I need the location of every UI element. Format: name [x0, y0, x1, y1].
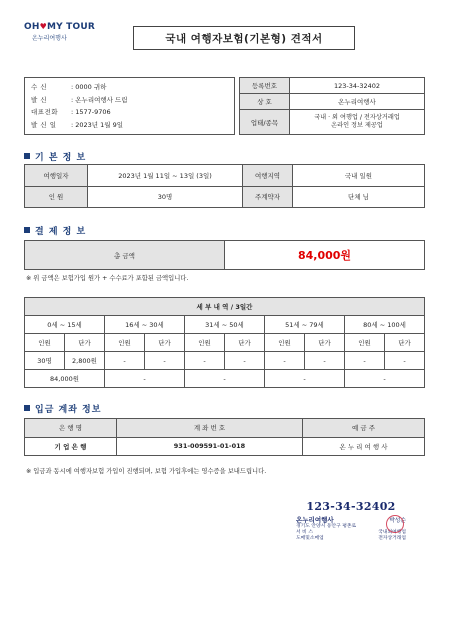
- company-name-value: 온누리여행사: [290, 94, 425, 110]
- people-col-header: 인원: [345, 334, 385, 352]
- price-cell: 2,800원: [65, 352, 105, 370]
- account-holder-value: 온 누 리 여 행 사: [303, 437, 425, 456]
- company-name-label: 상 호: [240, 94, 290, 110]
- business-type-value: 국내 · 외 여행업 / 전자상거래업 온라인 정보 제공업: [290, 110, 425, 135]
- price-col-header: 단가: [385, 334, 425, 352]
- bank-name-header: 은 행 명: [25, 419, 117, 438]
- price-cell: -: [385, 352, 425, 370]
- subtotal-cell: 84,000원: [25, 370, 105, 388]
- account-number-header: 계 좌 번 호: [117, 419, 303, 438]
- bank-note: ※ 입금과 동시에 여행자보험 가입이 진행되며, 보험 가입후에는 영수증을 보내드립니다.: [26, 468, 267, 475]
- people-cell: -: [265, 352, 305, 370]
- people-col-header: 인원: [25, 334, 65, 352]
- age-group-header: 31세 ~ 50세: [185, 316, 265, 334]
- travel-region-value: 국내 일원: [293, 165, 425, 187]
- basic-info-heading: 기 본 정 보: [24, 149, 224, 163]
- subtotal-cell: -: [105, 370, 185, 388]
- people-col-header: 인원: [105, 334, 145, 352]
- stamp-reg-number: 123-34-32402: [306, 500, 396, 513]
- people-cell: -: [185, 352, 225, 370]
- business-type-label: 업태/종목: [240, 110, 290, 135]
- reg-number-label: 등록번호: [240, 78, 290, 94]
- detail-title: 세 부 내 역 / 3일간: [25, 298, 425, 316]
- subtotal-cell: -: [185, 370, 265, 388]
- heart-icon: ♥: [39, 22, 47, 31]
- price-col-header: 단가: [225, 334, 265, 352]
- logo-subtitle: 온누리여행사: [32, 35, 67, 42]
- price-col-header: 단가: [65, 334, 105, 352]
- travel-region-label: 여행지역: [243, 165, 293, 187]
- account-number-value: 931-009591-01-018: [117, 437, 303, 456]
- travel-period-label: 여행일자: [25, 165, 88, 187]
- recipient-line: 수 신 : 0000 귀하: [31, 83, 107, 91]
- account-holder-header: 예 금 주: [303, 419, 425, 438]
- subtotal-cell: -: [345, 370, 425, 388]
- payment-total-table: [24, 240, 425, 270]
- phone-line: 대표전화 : 1577-9706: [31, 108, 111, 116]
- people-col-header: 인원: [265, 334, 305, 352]
- age-group-header: 80세 ~ 100세: [345, 316, 425, 334]
- age-group-header: 51세 ~ 79세: [265, 316, 345, 334]
- people-cell: -: [345, 352, 385, 370]
- stamp-company: 온누리여행사: [296, 516, 334, 524]
- contractor-label: 주계약자: [243, 186, 293, 208]
- payment-info-heading: 결 제 정 보: [24, 223, 224, 237]
- bank-account-table: [24, 418, 425, 456]
- age-group-header: 16세 ~ 30세: [105, 316, 185, 334]
- company-logo: [24, 22, 134, 52]
- travel-period-value: 2023년 1월 11일 ~ 13일 (3일): [88, 165, 243, 187]
- square-bullet-icon: [24, 153, 30, 159]
- price-cell: -: [305, 352, 345, 370]
- sender-line: 발 신 : 온누리여행사 드림: [31, 95, 128, 104]
- date-line: 발 신 일 : 2023년 1월 9일: [31, 120, 124, 129]
- bank-name-value: 기 업 은 행: [25, 437, 117, 456]
- logo-brand: OH♥MY TOUR: [24, 22, 96, 32]
- people-count-label: 인 원: [25, 186, 88, 208]
- price-cell: -: [145, 352, 185, 370]
- basic-info-table: [24, 164, 425, 208]
- price-cell: -: [225, 352, 265, 370]
- total-amount-label: 총 금액: [25, 241, 225, 270]
- reg-number-value: 123-34-32402: [290, 78, 425, 94]
- price-col-header: 단가: [305, 334, 345, 352]
- payment-note: ※ 위 금액은 보험가입 원가 + 수수료가 포함된 금액입니다.: [26, 275, 189, 282]
- company-info-table: [239, 77, 425, 135]
- bank-info-heading: 입금 계좌 정보: [24, 401, 224, 415]
- people-count-value: 30명: [88, 186, 243, 208]
- total-amount-value: 84,000원: [225, 241, 425, 270]
- subtotal-cell: -: [265, 370, 345, 388]
- sender-info-box: [24, 77, 235, 135]
- document-title: 국내 여행자보험(기본형) 견적서: [133, 26, 355, 50]
- red-seal-icon: [386, 515, 404, 533]
- square-bullet-icon: [24, 227, 30, 233]
- detail-breakdown-table: [24, 297, 425, 388]
- company-stamp: 123-34-32402 온누리여행사 박성순 경기도 안양시 동안구 평촌로 서 비 스 국내외여행업 도매및소매업 전자상거래업: [292, 500, 410, 564]
- stamp-ceo: 박성순: [389, 518, 406, 524]
- square-bullet-icon: [24, 405, 30, 411]
- age-group-header: 0세 ~ 15세: [25, 316, 105, 334]
- people-cell: -: [105, 352, 145, 370]
- people-cell: 30명: [25, 352, 65, 370]
- contractor-value: 단체 님: [293, 186, 425, 208]
- people-col-header: 인원: [185, 334, 225, 352]
- price-col-header: 단가: [145, 334, 185, 352]
